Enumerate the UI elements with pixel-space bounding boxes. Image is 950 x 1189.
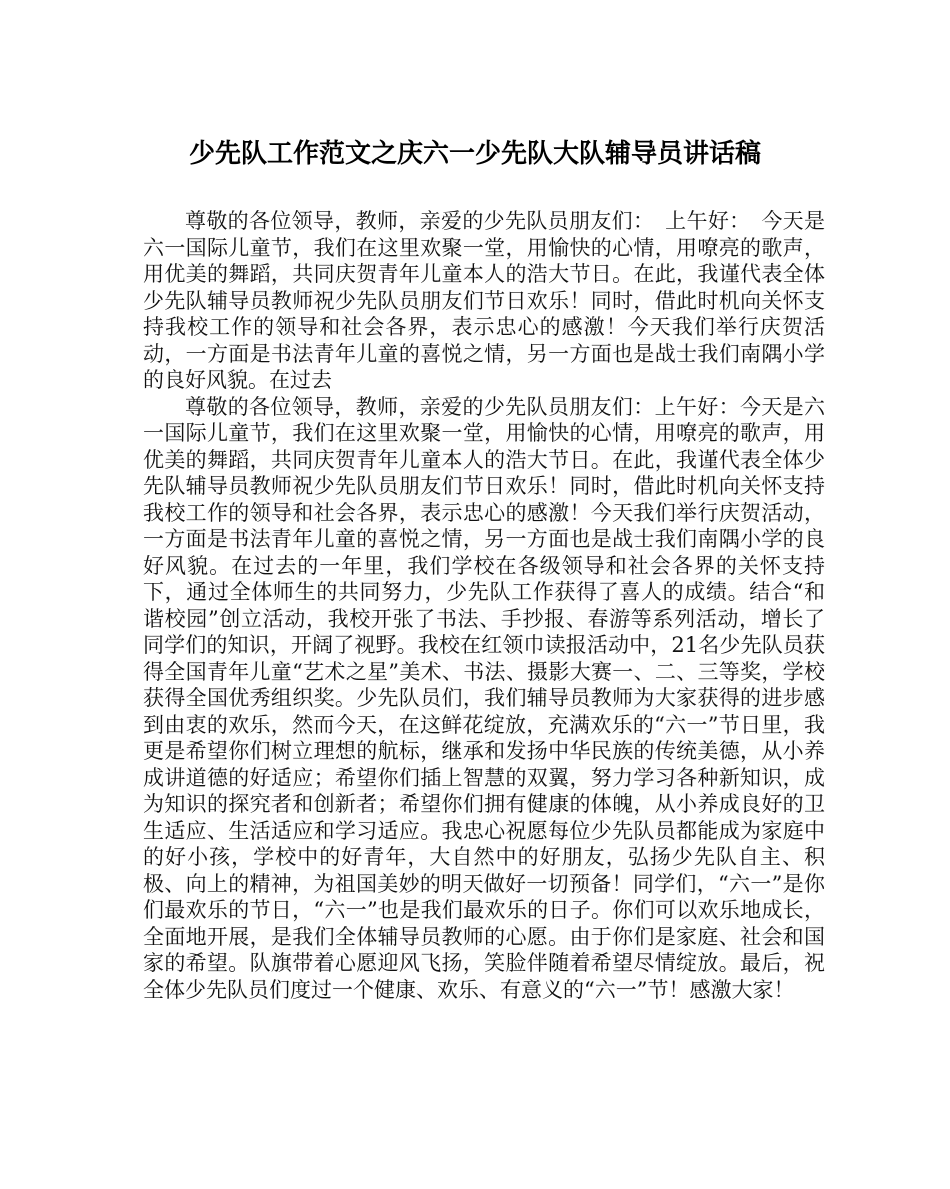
paragraph-2: 尊敬的各位领导，教师，亲爱的少先队员朋友们：上午好：今天是六一国际儿童节，我们在这里欢聚一堂，用愉快的心情，用嘹亮的歌声，用优美的舞蹈，共同庆贺青年儿童本人的浩大节日。在此，我谨代表全体少先队辅导员教师祝少先队员朋友们节日欢乐！同时，借此时机向关怀支持我校工作的领导和社会各界，表示忠心的感激！今天我们举行庆贺活动，一方面是书法青年儿童的喜悦之情，另一方面也是战士我们南隅小学的良好风貌。在过去的一年里，我们学校在各级领导和社会各界的关怀支持下，通过全体师生的共同努力，少先队工作获得了喜人的成绩。结合“和谐校园”创立活动，我校开张了书法、手抄报、春游等系列活动，增长了同学们的知识，开阔了视野。我校在红领巾读报活动中，21名少先队员获得全国青年儿童“艺术之星”美术、书法、摄影大赛一、二、三等奖，学校获得全国优秀组织奖。少先队员们，我们辅导员教师为大家获得的进步感到由衷的欢乐，然而今天，在这鲜花绽放，充满欢乐的“六一”节日里，我更是希望你们树立理想的航标，继承和发扬中华民族的传统美德，从小养成讲道德的好适应；希望你们插上智慧的双翼，努力学习各种新知识，成为知识的探究者和创新者；希望你们拥有健康的体魄，从小养成良好的卫生适应、生活适应和学习适应。我忠心祝愿每位少先队员都能成为家庭中的好小孩，学校中的好青年，大自然中的好朋友，弘扬少先队自主、积极、向上的精神，为祖国美妙的明天做好一切预备！同学们，“六一”是你们最欢乐的节日，“六一”也是我们最欢乐的日子。你们可以欢乐地成长，全面地开展，是我们全体辅导员教师的心愿。由于你们是家庭、社会和国家的希望。队旗带着心愿迎风飞扬，笑脸伴随着希望尽情绽放。最后，祝全体少先队员们度过一个健康、欢乐、有意义的“六一”节！感激大家！ <box>143 394 825 1002</box>
paragraph-1: 尊敬的各位领导，教师，亲爱的少先队员朋友们： 上午好： 今天是六一国际儿童节，我们在这里欢聚一堂，用愉快的心情，用嘹亮的歌声，用优美的舞蹈，共同庆贺青年儿童本人的浩大节日。在此，我谨代表全体少先队辅导员教师祝少先队员朋友们节日欢乐！同时，借此时机向关怀支持我校工作的领导和社会各界，表示忠心的感激！今天我们举行庆贺活动，一方面是书法青年儿童的喜悦之情，另一方面也是战士我们南隅小学的良好风貌。在过去 <box>143 209 825 392</box>
document-title: 少先队工作范文之庆六一少先队大队辅导员讲话稿 <box>188 139 761 169</box>
document-body <box>143 208 825 1003</box>
